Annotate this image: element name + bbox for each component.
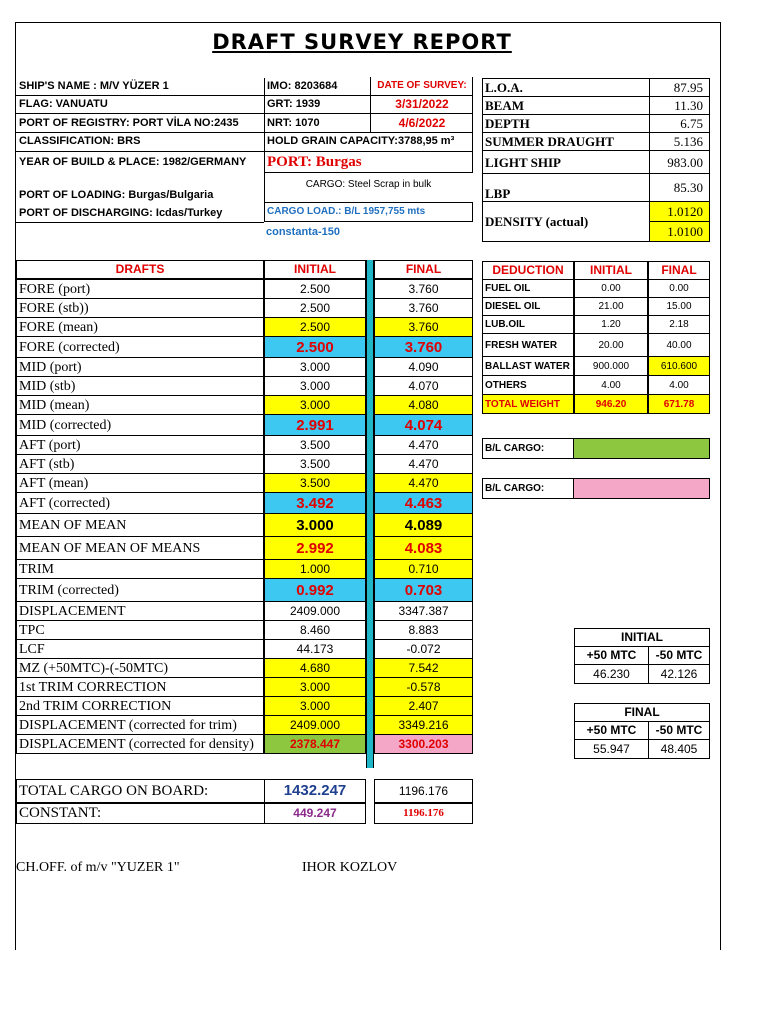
constant-final: 1196.176 (374, 803, 473, 824)
deduction-header-final: FINAL (648, 261, 710, 280)
draft-initial-value: 2409.000 (264, 601, 366, 621)
cargo-load: CARGO LOAD.: B/L 1957,755 mts (264, 202, 473, 222)
density-label: DENSITY (actual) (482, 201, 650, 242)
draft-final-value: 4.083 (374, 536, 473, 560)
hold-grain-capacity: HOLD GRAIN CAPACITY:3788,95 m³ (267, 135, 455, 147)
deduction-header-label: DEDUCTION (482, 261, 574, 280)
density-value-1: 1.0120 (649, 201, 710, 222)
particular-value: 87.95 (649, 78, 710, 97)
draft-row-label: MID (port) (16, 357, 264, 377)
draft-row-label: DISPLACEMENT (corrected for density) (16, 734, 264, 754)
total-cargo-label: TOTAL CARGO ON BOARD: (16, 779, 366, 803)
mtc-plus-label: +50 MTC (574, 721, 649, 740)
draft-final-value: 3349.216 (374, 715, 473, 735)
bl-cargo-label: B/L CARGO: (483, 479, 574, 498)
draft-row-label: MID (corrected) (16, 414, 264, 436)
deduction-final-value: 0.00 (648, 279, 710, 298)
draft-row-label: FORE (corrected) (16, 336, 264, 358)
draft-final-value: 3.760 (374, 298, 473, 318)
draft-initial-value: 1.000 (264, 559, 366, 579)
divider (16, 222, 264, 223)
port-of-loading: PORT OF LOADING: Burgas/Bulgaria (19, 189, 214, 201)
draft-initial-value: 3.000 (264, 513, 366, 537)
draft-final-value: 4.470 (374, 454, 473, 474)
draft-final-value: 3.760 (374, 279, 473, 299)
particular-value: 5.136 (649, 132, 710, 151)
page-border-right (720, 22, 721, 950)
particular-value: 11.30 (649, 96, 710, 115)
ship-flag: FLAG: VANUATU (19, 98, 108, 110)
year-of-build: YEAR OF BUILD & PLACE: 1982/GERMANY (19, 156, 247, 168)
draft-row-label: DISPLACEMENT (16, 601, 264, 621)
signature-role: CH.OFF. of m/v "YUZER 1" (16, 860, 180, 875)
report-title: DRAFT SURVEY REPORT (212, 30, 512, 54)
drafts-header-label: DRAFTS (16, 260, 264, 279)
survey-date-2: 4/6/2022 (398, 116, 446, 130)
signature-name: IHOR KOZLOV (302, 860, 398, 875)
deduction-initial-value: 1.20 (574, 315, 648, 334)
date-of-survey-label: DATE OF SURVEY: (377, 80, 467, 91)
total-cargo-final: 1196.176 (374, 779, 473, 803)
draft-initial-value: 0.992 (264, 578, 366, 602)
draft-final-value: 3.760 (374, 317, 473, 337)
draft-final-value: 4.470 (374, 473, 473, 493)
divider (264, 132, 472, 133)
deduction-row-label: TOTAL WEIGHT (482, 394, 574, 414)
draft-final-value: 3347.387 (374, 601, 473, 621)
draft-row-label: FORE (stb)) (16, 298, 264, 318)
draft-initial-value: 2.500 (264, 298, 366, 318)
deduction-initial-value: 900.000 (574, 356, 648, 376)
survey-date-1: 3/31/2022 (395, 97, 449, 111)
draft-row-label: FORE (port) (16, 279, 264, 299)
draft-row-label: 2nd TRIM CORRECTION (16, 696, 264, 716)
particular-label: L.O.A. (482, 78, 650, 97)
draft-final-value: 3300.203 (374, 734, 473, 754)
total-cargo-initial: 1432.247 (264, 779, 366, 803)
deduction-final-value: 671.78 (648, 394, 710, 414)
draft-row-label: AFT (port) (16, 435, 264, 455)
bl-cargo-value (574, 479, 710, 498)
deduction-final-value: 2.18 (648, 315, 710, 334)
particular-value: 983.00 (649, 150, 710, 174)
mtc-minus-label: -50 MTC (648, 721, 710, 740)
deduction-row-label: DIESEL OIL (482, 297, 574, 316)
divider (264, 95, 472, 96)
particular-value: 6.75 (649, 114, 710, 133)
draft-row-label: AFT (stb) (16, 454, 264, 474)
classification: CLASSIFICATION: BRS (19, 135, 141, 147)
draft-row-label: MEAN OF MEAN (16, 513, 264, 537)
draft-row-label: AFT (corrected) (16, 492, 264, 514)
column-separator (366, 260, 374, 768)
port-field: PORT: Burgas (264, 151, 473, 173)
draft-initial-value: 2409.000 (264, 715, 366, 735)
draft-row-label: MID (stb) (16, 376, 264, 396)
draft-final-value: 4.074 (374, 414, 473, 436)
deduction-final-value: 40.00 (648, 333, 710, 357)
constanta-note: constanta-150 (266, 226, 340, 238)
constant-label: CONSTANT: (16, 803, 366, 824)
draft-initial-value: 2.500 (264, 336, 366, 358)
draft-final-value: 8.883 (374, 620, 473, 640)
draft-initial-value: 3.000 (264, 357, 366, 377)
particular-label: BEAM (482, 96, 650, 115)
draft-row-label: TRIM (16, 559, 264, 579)
grt: GRT: 1939 (267, 98, 321, 110)
mtc-title: FINAL (574, 703, 710, 722)
deduction-initial-value: 20.00 (574, 333, 648, 357)
drafts-header-final: FINAL (374, 260, 473, 279)
draft-initial-value: 3.000 (264, 677, 366, 697)
draft-initial-value: 3.492 (264, 492, 366, 514)
divider (16, 95, 264, 96)
deduction-initial-value: 4.00 (574, 375, 648, 395)
draft-initial-value: 2.992 (264, 536, 366, 560)
divider (16, 113, 264, 114)
port-of-registry: PORT OF REGISTRY: PORT VİLA NO:2435 (19, 117, 239, 129)
draft-row-label: LCF (16, 639, 264, 659)
particular-label: LBP (482, 173, 650, 202)
divider (472, 77, 473, 152)
draft-final-value: 4.089 (374, 513, 473, 537)
draft-final-value: 4.080 (374, 395, 473, 415)
bl-cargo-row-2 (482, 478, 710, 499)
particular-label: SUMMER DRAUGHT (482, 132, 650, 151)
draft-final-value: 4.470 (374, 435, 473, 455)
particular-label: DEPTH (482, 114, 650, 133)
draft-initial-value: 2.500 (264, 317, 366, 337)
cargo-description: CARGO: Steel Scrap in bulk (305, 179, 432, 190)
draft-row-label: MEAN OF MEAN OF MEANS (16, 536, 264, 560)
deduction-final-value: 15.00 (648, 297, 710, 316)
deduction-final-value: 610.600 (648, 356, 710, 376)
draft-row-label: 1st TRIM CORRECTION (16, 677, 264, 697)
draft-final-value: 4.463 (374, 492, 473, 514)
imo: IMO: 8203684 (267, 80, 338, 92)
draft-final-value: 4.090 (374, 357, 473, 377)
draft-row-label: TRIM (corrected) (16, 578, 264, 602)
deduction-initial-value: 21.00 (574, 297, 648, 316)
ship-name: SHIP'S NAME : M/V YÜZER 1 (19, 80, 169, 92)
deduction-header-initial: INITIAL (574, 261, 648, 280)
draft-row-label: FORE (mean) (16, 317, 264, 337)
bl-cargo-row-1 (482, 438, 710, 459)
mtc-minus-value: 42.126 (648, 664, 710, 684)
draft-initial-value: 2378.447 (264, 734, 366, 754)
draft-final-value: -0.578 (374, 677, 473, 697)
draft-initial-value: 3.000 (264, 376, 366, 396)
mtc-title: INITIAL (574, 628, 710, 647)
divider (16, 132, 264, 133)
draft-initial-value: 2.991 (264, 414, 366, 436)
draft-final-value: -0.072 (374, 639, 473, 659)
draft-initial-value: 3.500 (264, 454, 366, 474)
drafts-header-initial: INITIAL (264, 260, 366, 279)
deduction-initial-value: 0.00 (574, 279, 648, 298)
draft-row-label: TPC (16, 620, 264, 640)
bl-cargo-label: B/L CARGO: (483, 439, 574, 458)
draft-initial-value: 3.000 (264, 395, 366, 415)
mtc-plus-value: 55.947 (574, 739, 649, 759)
draft-row-label: DISPLACEMENT (corrected for trim) (16, 715, 264, 735)
draft-row-label: AFT (mean) (16, 473, 264, 493)
deduction-row-label: FUEL OIL (482, 279, 574, 298)
draft-final-value: 0.710 (374, 559, 473, 579)
deduction-row-label: LUB.OIL (482, 315, 574, 334)
divider (370, 77, 371, 132)
draft-initial-value: 3.000 (264, 696, 366, 716)
draft-initial-value: 44.173 (264, 639, 366, 659)
draft-final-value: 0.703 (374, 578, 473, 602)
nrt: NRT: 1070 (267, 117, 320, 129)
constant-initial: 449.247 (264, 803, 366, 824)
divider (264, 113, 472, 114)
port-of-discharging: PORT OF DISCHARGING: Icdas/Turkey (19, 207, 223, 219)
density-value-2: 1.0100 (649, 221, 710, 242)
mtc-minus-label: -50 MTC (648, 646, 710, 665)
deduction-row-label: BALLAST WATER (482, 356, 574, 376)
particular-label: LIGHT SHIP (482, 150, 650, 174)
draft-initial-value: 3.500 (264, 435, 366, 455)
draft-final-value: 4.070 (374, 376, 473, 396)
draft-initial-value: 8.460 (264, 620, 366, 640)
draft-row-label: MZ (+50MTC)-(-50MTC) (16, 658, 264, 678)
draft-initial-value: 4.680 (264, 658, 366, 678)
deduction-row-label: FRESH WATER (482, 333, 574, 357)
page-border-top (15, 22, 721, 23)
deduction-row-label: OTHERS (482, 375, 574, 395)
deduction-initial-value: 946.20 (574, 394, 648, 414)
draft-initial-value: 3.500 (264, 473, 366, 493)
divider (16, 151, 264, 152)
bl-cargo-value (574, 439, 710, 458)
draft-final-value: 7.542 (374, 658, 473, 678)
draft-final-value: 2.407 (374, 696, 473, 716)
particular-value: 85.30 (649, 173, 710, 202)
draft-row-label: MID (mean) (16, 395, 264, 415)
draft-initial-value: 2.500 (264, 279, 366, 299)
draft-final-value: 3.760 (374, 336, 473, 358)
mtc-plus-value: 46.230 (574, 664, 649, 684)
mtc-minus-value: 48.405 (648, 739, 710, 759)
deduction-final-value: 4.00 (648, 375, 710, 395)
mtc-plus-label: +50 MTC (574, 646, 649, 665)
